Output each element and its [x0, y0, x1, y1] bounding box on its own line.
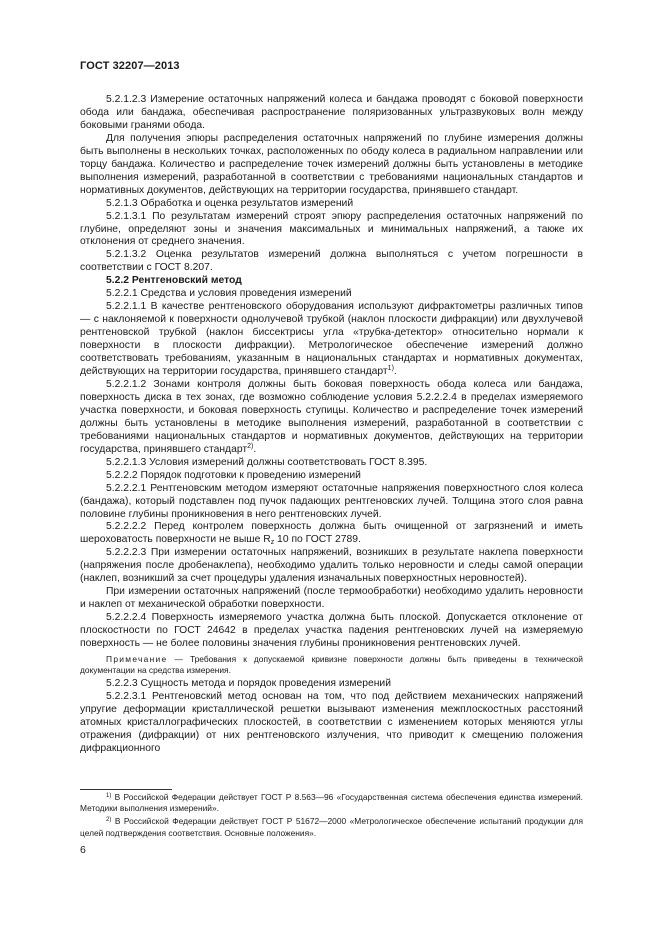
heading-5-2-2-2: 5.2.2.2 Порядок подготовки к проведению измерений [106, 469, 361, 481]
footnote-ref-1: 1) [387, 365, 394, 373]
page-number: 6 [80, 844, 86, 856]
footnote-text-2: В Российской Федерации действует ГОСТ Р 51672—2000 «Метрологическое обеспечение испытаний продукции для целей подтверждения соответствия. Основные положения». [80, 816, 583, 838]
paragraph-5-2-1-3-2: 5.2.1.3.2 Оценка результатов измерений должна выполняться с учетом погрешности в соответствии с ГОСТ 8.207. [80, 249, 583, 274]
heading-5-2-2-1: 5.2.2.1 Средства и условия проведения измерений [106, 288, 352, 300]
paragraph-5-2-1-2-3: 5.2.1.2.3 Измерение остаточных напряжений колеса и бандажа проводят с боковой поверхности обода или бандажа, обеспечивая распространение поляризованных ультразвуковых волн между боковыми гранями обода. [80, 94, 583, 131]
paragraph-text-tail: 10 по ГОСТ 2789. [274, 534, 361, 546]
footnote-2 [80, 816, 583, 838]
paragraph-5-2-2-2-4: 5.2.2.2.4 Поверхность измеряемого участка должна быть плоской. Допускается отклонение от плоскостности по ГОСТ 24642 в пределах участка падения рентгеновских лучей на измеряемую поверхность — не более половины значения глубины проникновения рентгеновских лучей. [80, 612, 583, 650]
paragraph-text: 5.2.2.2.2 Перед контролем поверхность должна быть очищенной от загрязнений и иметь шероховатость поверхности не выше R [80, 521, 583, 546]
footnote-1 [80, 792, 583, 814]
paragraph-end: . [393, 366, 397, 378]
footnote-mark-1: 1) [106, 793, 112, 799]
paragraph-5-2-2-3-1: 5.2.2.3.1 Рентгеновский метод основан на том, что под действием механических напряжений упругие деформации кристаллической решетки вызывают изменения межплоскостных расстояний атомных кристаллографических плоскостей, в соответствии с изменением которых меняются углы отражения (дифракции) от них рентгеновского излучения, что приводит к смещению положения дифракционного [80, 690, 583, 754]
paragraph-5-2-2-2-1: 5.2.2.2.1 Рентгеновским методом измеряют остаточные напряжения поверхностного слоя колеса (бандажа), который подставлен под пучок падающих рентгеновских лучей. Толщина этого слоя равна половине глубины проникновения в него рентгеновских лучей. [80, 482, 583, 520]
note-label: Примечание [106, 653, 168, 664]
document-body [80, 94, 583, 756]
paragraph-text: 5.2.2.1.1 В качестве рентгеновского оборудования используют дифрактометры различных типов — с наклоняемой к поверхности однолучевой трубкой (наклон плоскости дифракции) или двухлучевой рентгеновской трубкой (наклон биссектрисы угла «трубка-детектор» относительно нормали к поверхности в плоскости дифракции). Метрологическое обеспечение измерений должно соответствовать требованиям, указанным в национальных стандартах и нормативных документах, действующих на территории государства, принявшего стандарт [80, 301, 583, 378]
footnotes [80, 792, 583, 841]
standard-header: ГОСТ 32207—2013 [80, 60, 180, 72]
paragraph-5-2-2-1-1 [80, 301, 583, 379]
roughness-subscript: z [270, 539, 275, 547]
heading-5-2-2-3: 5.2.2.3 Сущность метода и порядок проведения измерений [106, 677, 391, 689]
paragraph-stress-profile: Для получения эпюры распределения остаточных напряжений по глубине измерения должны быть выполнены в нескольких точках, расположенных по ободу колеса в радиальном направлении или торцу бандажа. Количество и распределение точек измерений должны быть установлены в методике выполнения измерений, разработанной в соответствии с требованиями национальных стандартов и нормативных документов, действующих на территории государства, принявшего стандарт. [80, 132, 583, 196]
heading-5-2-1-3: 5.2.1.3 Обработка и оценка результатов измерений [106, 197, 354, 209]
paragraph-5-2-2-1-3: 5.2.2.1.3 Условия измерений должны соответствовать ГОСТ 8.395. [106, 456, 428, 468]
note-text: — Требования к допускаемой кривизне поверхности должны быть приведены в технической документации на средства измерения. [80, 653, 583, 675]
footnote-separator [80, 789, 172, 790]
footnote-mark-2: 2) [106, 817, 112, 824]
heading-5-2-2: 5.2.2 Рентгеновский метод [106, 275, 242, 287]
paragraph-5-2-2-1-2 [80, 379, 583, 457]
paragraph-5-2-2-2-2 [80, 521, 583, 547]
paragraph-5-2-2-2-3: 5.2.2.2.3 При измерении остаточных напряжений, возникших в результате наклепа поверхности (напряжения после дробенаклепа), необходимо удалить только неровности и следы самой операции (наклеп, возникший за счет процедуры удаления изначальных поверхностных неровностей). [80, 547, 583, 585]
footnote-text-1: В Российской Федерации действует ГОСТ Р 8.563—96 «Государственная система обеспечения единства измерений. Методики выполнения измерений». [80, 792, 583, 814]
paragraph-end: . [253, 443, 257, 455]
footnote-ref-2: 2) [247, 442, 254, 450]
paragraph-text: 5.2.2.1.2 Зонами контроля должны быть боковая поверхность обода колеса или бандажа, поверхность диска в тех зонах, где возможно соблюдение условия 5.2.2.2.4 в пределах измеряемого участка поверхности, и боковая поверхность ступицы. Количество и распределение точек измерений должны быть установлены в методике выполнения измерений, разработанной в соответствии с требованиями национальных стандартов и нормативных документов, действующих на территории государства, принявшего стандарт [80, 378, 583, 455]
paragraph-heat-treatment: При измерении остаточных напряжений (после термообработки) необходимо удалить неровности и наклеп от механической обработки поверхности. [80, 586, 583, 611]
note [80, 654, 583, 676]
paragraph-5-2-1-3-1: 5.2.1.3.1 По результатам измерений строят эпюру распределения остаточных напряжений по глубине, определяют зоны и значения максимальных и минимальных напряжений, а также их отклонения от среднего значения. [80, 210, 583, 248]
